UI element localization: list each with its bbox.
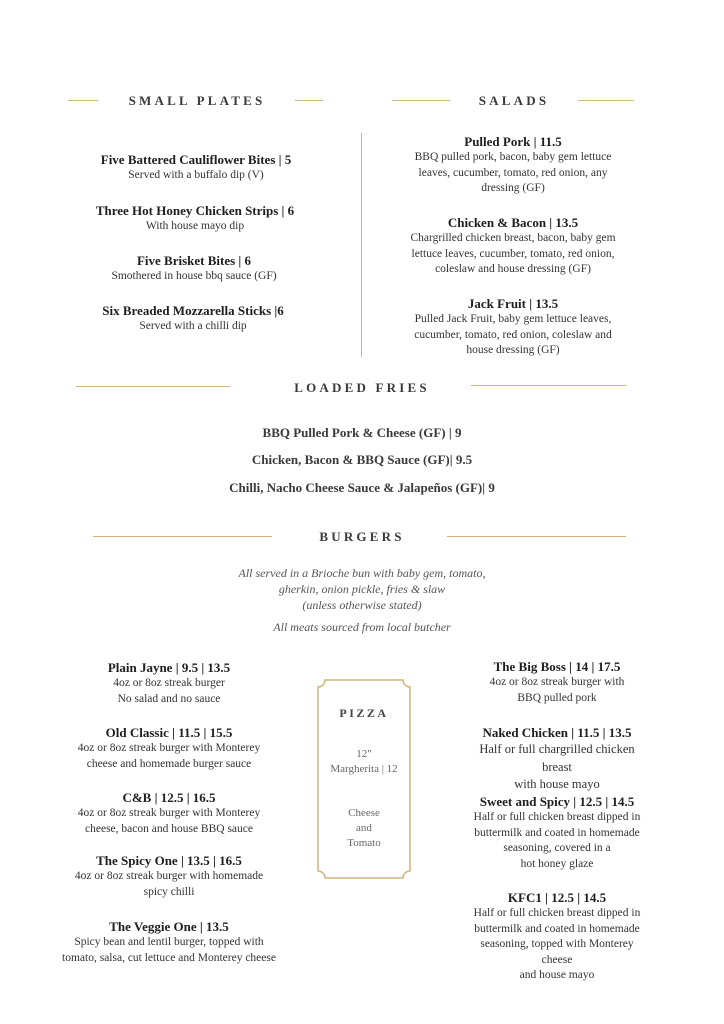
pizza-size: 12" [356, 748, 372, 760]
divider [447, 536, 626, 537]
item-title: Plain Jayne | 9.5 | 13.5 [107, 660, 231, 675]
menu-item [78, 790, 260, 837]
item-desc: Half or full chicken breast dipped in buttermilk and coated in homemade seasoning, topped with Monterey cheese and house mayo [473, 907, 641, 982]
item-title: Old Classic | 11.5 | 15.5 [105, 725, 233, 740]
divider [68, 100, 98, 101]
menu-item [474, 794, 641, 872]
section-heading-burgers: BURGERS [319, 529, 405, 544]
item-title: The Veggie One | 13.5 [109, 919, 229, 934]
divider [93, 536, 272, 537]
item-desc: With house mayo dip [145, 220, 245, 232]
burgers-note: All meats sourced from local butcher [273, 620, 451, 634]
item-desc: Chargrilled chicken breast, bacon, baby gem lettuce leaves, cucumber, tomato, red onion, coleslaw and house dressing (GF) [410, 232, 616, 276]
item-title: KFC1 | 12.5 | 14.5 [507, 890, 607, 905]
item-title: Pulled Pork | 11.5 [464, 134, 562, 149]
item-title: The Spicy One | 13.5 | 16.5 [96, 853, 242, 868]
item-title: Sweet and Spicy | 12.5 | 14.5 [479, 794, 635, 809]
item-desc: 4oz or 8oz streak burger with Monterey cheese, bacon and house BBQ sauce [77, 807, 261, 835]
divider [578, 100, 634, 101]
item-title: Six Breaded Mozzarella Sticks |6 [102, 303, 284, 318]
item-title: Chicken & Bacon | 13.5 [447, 215, 579, 230]
item-desc: 4oz or 8oz streak burger with Monterey cheese and homemade burger sauce [77, 742, 261, 770]
column-divider [361, 133, 362, 357]
item-desc: BBQ pulled pork, bacon, baby gem lettuce leaves, cucumber, tomato, red onion, any dressing (GF) [414, 151, 612, 195]
item-desc: Half or full chargrilled chicken breast with house mayo [479, 742, 635, 791]
pizza-heading: PIZZA [339, 706, 389, 720]
item-title: C&B | 12.5 | 16.5 [122, 790, 216, 805]
item-desc: Smothered in house bbq sauce (GF) [111, 270, 277, 282]
section-heading-small-plates: SMALL PLATES [128, 93, 266, 108]
item-desc: 4oz or 8oz streak burger No salad and no sauce [113, 677, 225, 705]
item-title: Naked Chicken | 11.5 | 13.5 [482, 725, 632, 740]
burgers-intro: All served in a Brioche bun with baby gem, tomato, gherkin, onion pickle, fries & slaw (unless otherwise stated) [238, 566, 486, 612]
pizza-item: Margherita | 12 [330, 763, 398, 775]
divider [471, 385, 626, 386]
menu-item [78, 725, 260, 772]
item-title: The Big Boss | 14 | 17.5 [493, 659, 621, 674]
item-desc: Spicy bean and lentil burger, topped with tomato, salsa, cut lettuce and Monterey cheese [62, 936, 276, 964]
divider [295, 100, 323, 101]
item-title: Three Hot Honey Chicken Strips | 6 [95, 203, 295, 218]
menu-item [474, 725, 641, 794]
menu-item [111, 253, 276, 285]
item-title: Five Brisket Bites | 6 [136, 253, 252, 268]
item-title: Jack Fruit | 13.5 [467, 296, 559, 311]
item-desc: Pulled Jack Fruit, baby gem lettuce leaves, cucumber, tomato, red onion, coleslaw and house dressing (GF) [414, 313, 612, 357]
menu-item [102, 303, 283, 335]
menu-item [490, 659, 625, 706]
menu-item [410, 215, 615, 278]
section-heading-salads: SALADS [478, 93, 550, 108]
menu-item [414, 296, 612, 359]
menu-item [75, 853, 263, 900]
section-heading-loaded-fries: LOADED FRIES [294, 380, 430, 395]
fries-item: BBQ Pulled Pork & Cheese (GF) | 9 [262, 425, 462, 440]
fries-item: Chilli, Nacho Cheese Sauce & Jalapeños (GF)| 9 [229, 480, 495, 495]
fries-item: Chicken, Bacon & BBQ Sauce (GF)| 9.5 [251, 452, 473, 467]
menu-item [474, 890, 641, 984]
divider [76, 386, 230, 387]
item-desc: 4oz or 8oz streak burger with homemade spicy chilli [74, 870, 264, 898]
menu-item [415, 134, 612, 197]
item-desc: Served with a chilli dip [139, 320, 247, 332]
item-desc: Half or full chicken breast dipped in buttermilk and coated in homemade seasoning, covered in a hot honey glaze [473, 811, 641, 870]
menu-item [108, 660, 230, 707]
item-desc: 4oz or 8oz streak burger with BBQ pulled pork [489, 676, 625, 704]
item-title: Five Battered Cauliflower Bites | 5 [100, 152, 292, 167]
item-desc: Served with a buffalo dip (V) [128, 169, 264, 181]
menu-item [101, 152, 292, 184]
divider [392, 100, 450, 101]
menu-item [62, 919, 276, 966]
menu-item [96, 203, 294, 235]
pizza-desc: Cheese and Tomato [347, 807, 381, 849]
